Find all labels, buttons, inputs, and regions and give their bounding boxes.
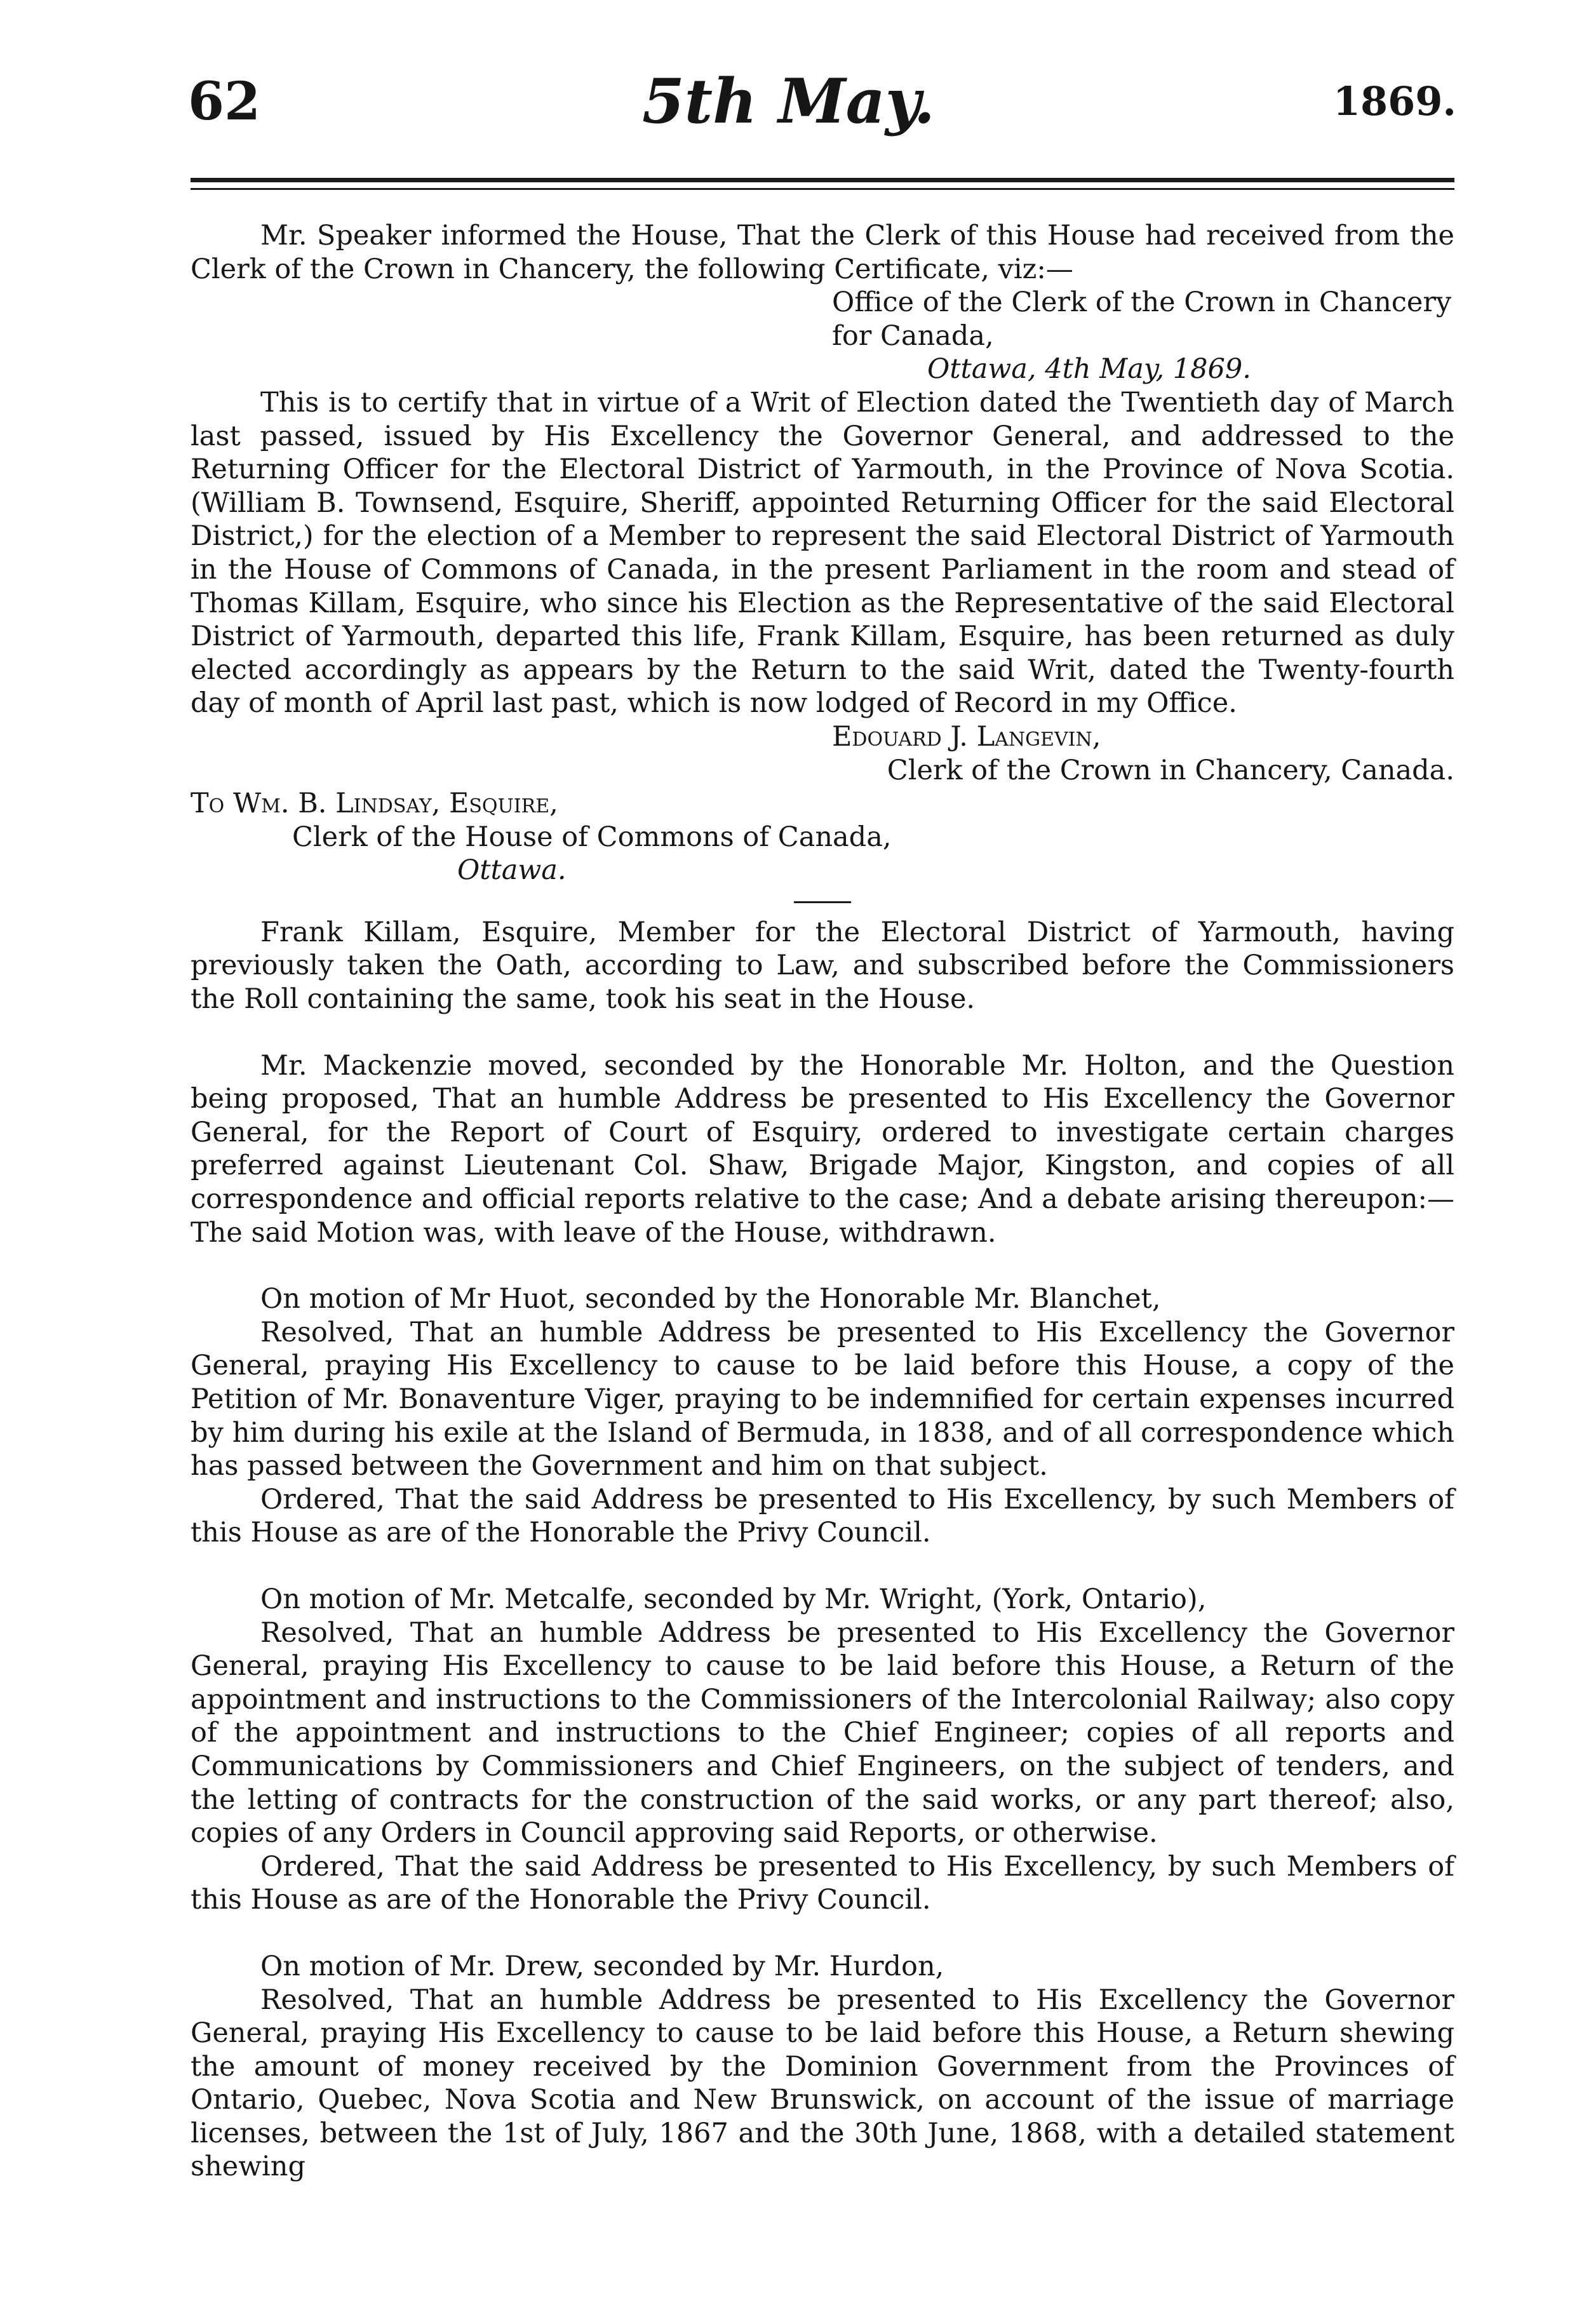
header-rule-thin <box>191 188 1454 190</box>
drew-motion: On motion of Mr. Drew, seconded by Mr. Hurdon, <box>260 1950 944 1982</box>
certificate-addressee-title: Clerk of the House of Commons of Canada, <box>292 821 892 853</box>
certificate-addressee-place: Ottawa. <box>457 854 567 887</box>
page-date-heading: 5th May. <box>641 65 935 137</box>
certificate-addressee-name: To Wm. B. Lindsay, Esquire, <box>191 788 558 820</box>
header-rule-thick <box>191 178 1454 182</box>
certificate-signatory-title: Clerk of the Crown in Chancery, Canada. <box>887 754 1454 786</box>
drew-resolved: Resolved, That an humble Address be presented to His Excellency the Governor General, praying His Excellency to cause to be laid before this House, a Return shewing the amount of money received by the Dominion Government from the Provinces of Ontario, Quebec, Nova Scotia and New Brunswick, on account of the issue of marriage licenses, between the 1st of July, 1867 and the 30th June, 1868, with a detailed statement shewing <box>191 1984 1454 2183</box>
page-body <box>191 219 1454 2184</box>
huot-resolved: Resolved, That an humble Address be presented to His Excellency the Governor General, praying His Excellency to cause to be laid before this House, a copy of the Petition of Mr. Bonaventure Viger, praying to be indemnified for certain expenses incurred by him during his exile at the Island of Bermuda, in 1838, and of all correspondence which has passed between the Government and him on that subject. <box>191 1316 1454 1482</box>
section-divider <box>794 901 851 903</box>
page-year: 1869. <box>1332 78 1456 124</box>
metcalfe-ordered: Ordered, That the said Address be presented to His Excellency, by such Members of this House as are of the Honorable the Privy Council. <box>191 1850 1454 1916</box>
metcalfe-motion: On motion of Mr. Metcalfe, seconded by Mr. Wright, (York, Ontario), <box>260 1583 1207 1615</box>
certificate-signatory-name: Edouard J. Langevin, <box>832 720 1101 753</box>
paragraph-gap <box>191 1249 1454 1282</box>
killam-paragraph: Frank Killam, Esquire, Member for the Electoral District of Yarmouth, having previously taken the Oath, according to Law, and subscribed before the Commissioners the Roll containing the same, took his seat in the House. <box>191 916 1454 1016</box>
huot-motion: On motion of Mr Huot, seconded by the Honorable Mr. Blanchet, <box>260 1283 1161 1315</box>
certificate-body: This is to certify that in virtue of a Writ of Election dated the Twentieth day of March last passed, issued by His Excellency the Governor General, and addressed to the Returning Officer for the Electoral District of Yarmouth, in the Province of Nova Scotia. (William B. Townsend, Esquire, Sheriff, appointed Returning Officer for the said Electoral District,) for the election of a Member to represent the said Electoral District of Yarmouth in the House of Commons of Canada, in the present Parliament in the room and stead of Thomas Killam, Esquire, who since his Election as the Representative of the said Electoral District of Yarmouth, departed this life, Frank Killam, Esquire, has been returned as duly elected accordingly as appears by the Return to the said Writ, dated the Twenty-fourth day of month of April last past, which is now lodged of Record in my Office. <box>191 386 1454 720</box>
mackenzie-paragraph: Mr. Mackenzie moved, seconded by the Honorable Mr. Holton, and the Question being proposed, That an humble Address be presented to His Excellency the Governor General, for the Report of Court of Esquiry, ordered to investigate certain charges preferred against Lieutenant Col. Shaw, Brigade Major, Kingston, and copies of all correspondence and official reports relative to the case; And a debate arising thereupon:—The said Motion was, with leave of the House, withdrawn. <box>191 1049 1454 1249</box>
paragraph-gap <box>191 1550 1454 1583</box>
speaker-paragraph: Mr. Speaker informed the House, That the Clerk of this House had received from the Clerk of the Crown in Chancery, the following Certificate, viz:— <box>191 220 1454 285</box>
certificate-office-line: Office of the Clerk of the Crown in Chancery for Canada, <box>832 286 1452 352</box>
paragraph-gap <box>191 1917 1454 1950</box>
huot-ordered: Ordered, That the said Address be presented to His Excellency, by such Members of this House as are of the Honorable the Privy Council. <box>191 1483 1454 1549</box>
page-number: 62 <box>188 71 261 132</box>
paragraph-gap <box>191 1016 1454 1049</box>
metcalfe-resolved: Resolved, That an humble Address be presented to His Excellency the Governor General, praying His Excellency to cause to be laid before this House, a Return of the appointment and instructions to the Commissioners of the Intercolonial Railway; also copy of the appointment and instructions to the Chief Engineer; copies of all reports and Communications by Commissioners and Chief Engineers, on the subject of tenders, and the letting of contracts for the construction of the said works, or any part thereof; also, copies of any Orders in Council approving said Reports, or otherwise. <box>191 1616 1454 1850</box>
certificate-place-date: Ottawa, 4th May, 1869. <box>927 353 1251 386</box>
